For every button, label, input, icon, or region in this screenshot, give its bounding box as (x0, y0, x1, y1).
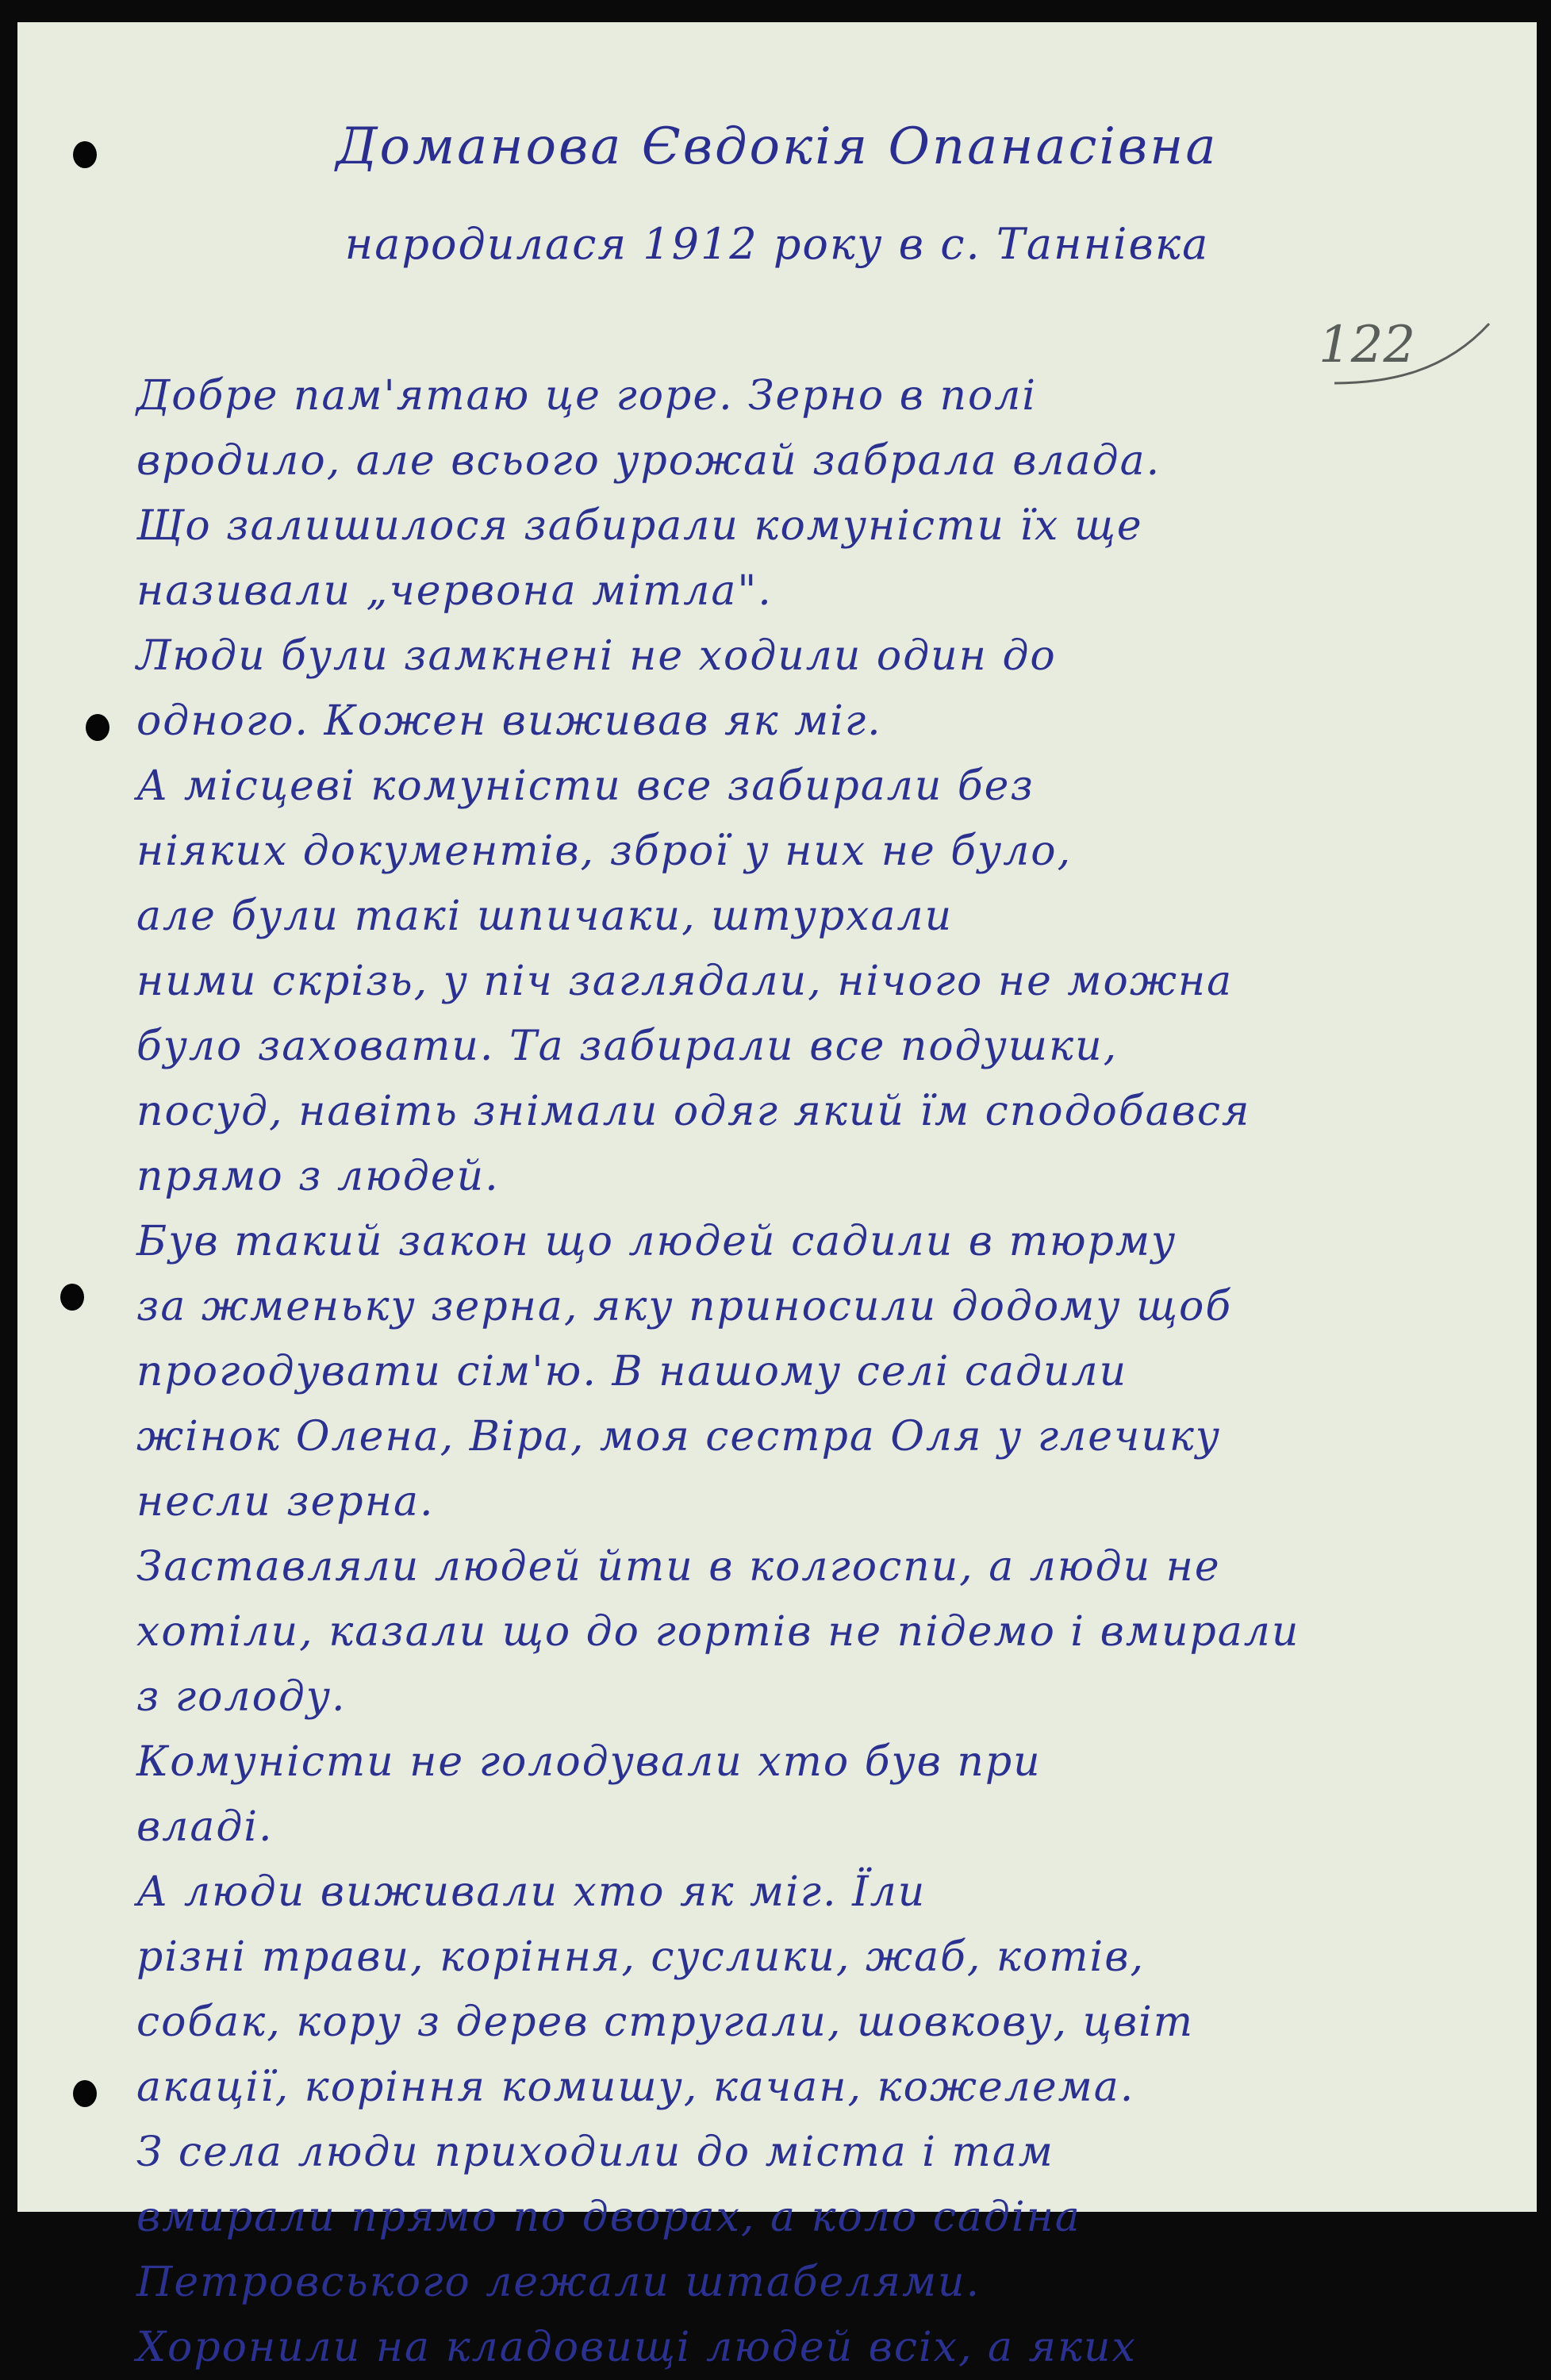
text-line: посуд, навіть знімали одяг який їм сподобався (136, 1088, 1251, 1135)
text-line: собак, кору з дерев стругали, шовкову, цвіт (136, 1998, 1195, 2046)
punch-hole (60, 1284, 84, 1311)
handwritten-text (136, 363, 1501, 2380)
text-line: Комуністи не голодували хто був при (136, 1738, 1042, 1786)
text-line: А люди виживали хто як міг. Їли (136, 1868, 927, 1916)
text-line: хотіли, казали що до гортів не підемо і вмирали (136, 1608, 1300, 1656)
paper-sheet (17, 22, 1537, 2371)
document-title: Доманова Євдокія Опанасівна (336, 117, 1219, 176)
text-line: за жменьку зерна, яку приносили додому щоб (136, 1283, 1233, 1330)
text-line: ніяких документів, зброї у них не було, (136, 827, 1073, 875)
text-line: З села люди приходили до міста і там (136, 2129, 1054, 2176)
text-line: Люди були замкнені не ходили один до (136, 632, 1057, 680)
text-line: різні трави, коріння, суслики, жаб, котів, (136, 1933, 1145, 1981)
page-number: 122 (1319, 316, 1416, 374)
text-line: акації, коріння комишу, качан, кожелема. (136, 2063, 1135, 2111)
text-line: прямо з людей. (136, 1153, 500, 1200)
text-line: з голоду. (136, 1673, 347, 1721)
document-subtitle: народилася 1912 року в с. Таннівка (344, 219, 1210, 269)
text-line: Заставляли людей йти в колгоспи, а люди не (136, 1543, 1221, 1591)
text-line: владі. (136, 1803, 274, 1851)
text-line: ними скрізь, у піч заглядали, нічого не можна (136, 958, 1234, 1005)
text-line: Що залишилося забирали комуністи їх ще (136, 502, 1143, 550)
text-line: Був такий закон що людей садили в тюрму (136, 1218, 1177, 1265)
text-line: Хоронили на кладовищі людей всіх, а яких (136, 2324, 1137, 2371)
text-line: несли зерна. (136, 1478, 435, 1526)
text-line: Петровського лежали штабелями. (136, 2259, 981, 2306)
text-line: вмирали прямо по дворах, а коло садіна (136, 2194, 1081, 2241)
text-line: жінок Олена, Віра, моя сестра Оля у глечику (136, 1413, 1222, 1461)
text-line: але були такі шпичаки, штурхали (136, 892, 954, 940)
text-line: вродило, але всього урожай забрала влада. (136, 437, 1161, 485)
text-line: А місцеві комуністи все забирали без (136, 762, 1035, 810)
text-line: називали „червона мітла". (136, 567, 773, 615)
text-line: було заховати. Та забирали все подушки, (136, 1023, 1119, 1070)
punch-hole (86, 714, 109, 741)
text-line: Добре пам'ятаю це горе. Зерно в полі (136, 372, 1038, 420)
text-line: прогодувати сім'ю. В нашому селі садили (136, 1348, 1128, 1395)
punch-hole (73, 2080, 97, 2107)
text-line: одного. Кожен виживав як міг. (136, 697, 882, 745)
